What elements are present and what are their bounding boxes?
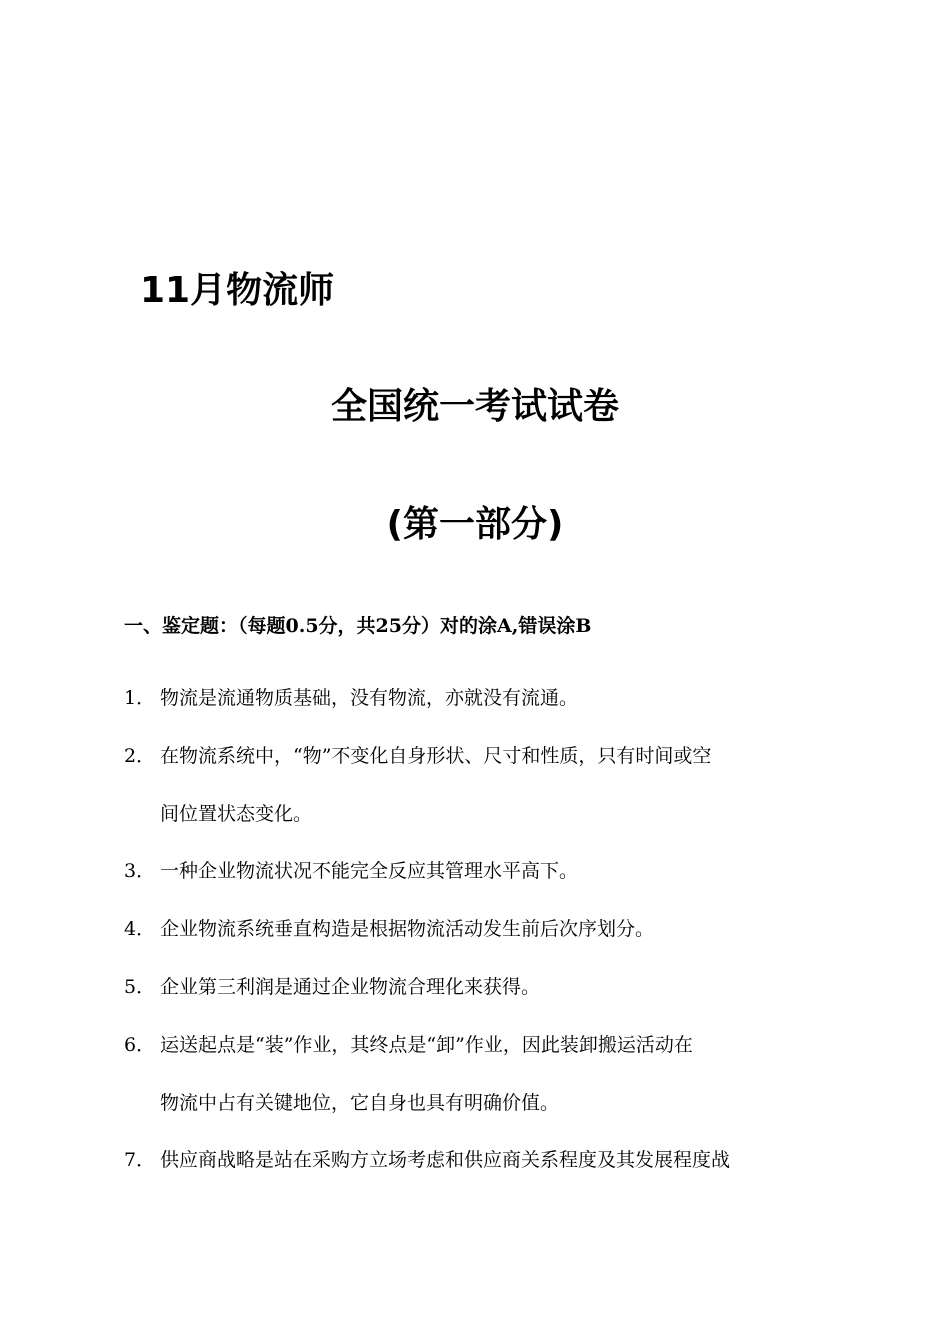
question-item [124,728,844,844]
question-text-line: 物流中占有关键地位，它自身也具有明确价值。 [160,1091,560,1114]
question-text [160,1132,844,1190]
question-text-line: 一种企业物流状况不能完全反应其管理水平高下。 [160,860,579,883]
question-number: 5． [124,975,156,998]
question-list [124,670,844,1190]
question-number: 3． [124,860,156,883]
question-text-line: 物流是流通物质基础，没有物流，亦就没有流通。 [160,687,579,709]
document-title-line-1: 11月物流师 [140,270,335,311]
question-number: 6． [124,1033,156,1056]
question-text-line: 间位置状态变化。 [160,802,313,825]
question-number: 1． [124,687,156,709]
question-text [160,901,844,959]
question-item [124,670,844,728]
question-item [124,1132,844,1190]
question-text-line: 在物流系统中，“物”不变化自身形状、尺寸和性质，只有时间或空 [160,744,712,767]
question-number: 7． [124,1149,156,1172]
question-item [124,843,844,901]
question-text-line: 企业物流系统垂直构造是根据物流活动发生前后次序划分。 [160,918,655,941]
question-text-line: 企业第三利润是通过企业物流合理化来获得。 [160,975,541,998]
question-number: 4． [124,918,156,941]
document-title-line-2: 全国统一考试试卷 [330,386,619,427]
question-number: 2． [124,744,156,767]
question-text [160,959,844,1017]
document-title-line-3: (第一部分) [386,504,564,545]
question-item [124,1017,844,1133]
question-text-line: 运送起点是“装”作业，其终点是“卸”作业，因此装卸搬运活动在 [160,1033,693,1056]
question-item [124,901,844,959]
question-item [124,959,844,1017]
section-heading-judgment: 一、鉴定题：（每题0.5分，共25分）对的涂A,错误涂B [124,615,592,637]
question-text [160,843,844,901]
question-text [160,728,844,844]
question-text-line: 供应商战略是站在采购方立场考虑和供应商关系程度及其发展程度战 [160,1149,731,1172]
question-text [160,670,844,728]
question-text [160,1017,844,1133]
